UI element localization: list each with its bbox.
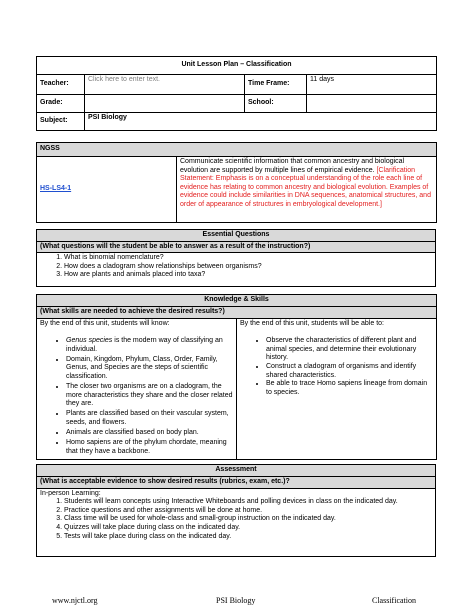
ngss-table	[36, 142, 437, 223]
ngss-clarification: [Clarification Statement: Emphasis is on a conceptual understanding of the role each line of evidence has relating to common ancestry and biological evolution. Examples of evidence could include similarities in DNA sequences, anatomical structures, and order of appearance of structures in embryological development.]	[180, 166, 431, 208]
ngss-statement: Communicate scientific information that common ancestry and biological evolution are supported by multiple lines of empirical evidence.	[180, 158, 405, 174]
essential-questions-table	[36, 229, 436, 287]
essential-questions-body	[37, 253, 436, 287]
know-intro: By the end of this unit, students will know:	[40, 319, 170, 327]
subject-label: Subject:	[37, 113, 85, 131]
list-item: 5. Tests will take place during class on the indicated day.	[64, 533, 432, 542]
able-list	[240, 337, 433, 397]
essential-questions-subheading: (What questions will the student be able to answer as a result of the instruction?)	[37, 241, 436, 253]
list-item: 4. Quizzes will take place during class on the indicated day.	[64, 524, 432, 533]
knowledge-skills-subheading: (What skills are needed to achieve the desired results?)	[37, 307, 437, 319]
genus-species-term: Genus species	[66, 337, 113, 345]
list-item: • Construct a cladogram of organisms and identify shared characteristics.	[266, 363, 433, 380]
list-item: • The closer two organisms are on a cladogram, the more characteristics they share and the closer related they are.	[66, 383, 233, 409]
ngss-heading: NGSS	[37, 143, 437, 157]
list-item: 2. Practice questions and other assignments will be done at home.	[64, 507, 432, 516]
list-item	[66, 337, 233, 354]
essential-questions-heading: Essential Questions	[37, 230, 436, 242]
students-able-to-cell	[237, 318, 437, 459]
school-field[interactable]	[307, 95, 437, 113]
teacher-field[interactable]: Click here to enter text.	[85, 75, 245, 95]
assessment-intro: In-person Learning:	[40, 489, 101, 497]
knowledge-skills-table	[36, 294, 437, 460]
list-item: • Animals are classified based on body plan.	[66, 429, 233, 438]
list-item: 3. Class time will be used for whole-class and small-group instruction on the indicated day.	[64, 515, 432, 524]
school-label: School:	[245, 95, 307, 113]
footer-unit: Classification	[372, 596, 416, 605]
assessment-list	[40, 498, 432, 541]
teacher-label: Teacher:	[37, 75, 85, 95]
list-item: 2. How does a cladogram show relationships between organisms?	[64, 263, 432, 272]
list-item: • Homo sapiens are of the phylum chordate, meaning that they have a backbone.	[66, 439, 233, 456]
list-item: 3. How are plants and animals placed into taxa?	[64, 271, 432, 280]
time-frame-label: Time Frame:	[245, 75, 307, 95]
students-will-know-cell	[37, 318, 237, 459]
list-item-text: is the modern way of classifying an individual.	[66, 337, 223, 353]
ngss-code-cell	[37, 157, 177, 223]
grade-label: Grade:	[37, 95, 85, 113]
list-item: • Be able to trace Homo sapiens lineage from domain to species.	[266, 380, 433, 397]
list-item: 1. Students will learn concepts using Interactive Whiteboards and polling devices in class on the indicated day.	[64, 498, 432, 507]
header-table	[36, 56, 437, 131]
list-item: 1. What is binomial nomenclature?	[64, 254, 432, 263]
list-item: • Observe the characteristics of different plant and animal species, and determine their evolutionary history.	[266, 337, 433, 363]
ngss-statement-cell	[177, 157, 437, 223]
grade-field[interactable]	[85, 95, 245, 113]
assessment-subheading: (What is acceptable evidence to show desired results (rubrics, exam, etc.)?	[37, 477, 436, 489]
able-intro: By the end of this unit, students will be able to:	[240, 319, 384, 327]
time-frame-field[interactable]: 11 days	[307, 75, 437, 95]
footer-website: www.njctl.org	[52, 596, 98, 605]
footer-course: PSI Biology	[216, 596, 256, 605]
list-item: • Plants are classified based on their vascular system, seeds, and flowers.	[66, 410, 233, 427]
subject-field[interactable]: PSI Biology	[85, 113, 437, 131]
assessment-table	[36, 464, 436, 557]
unit-title: Unit Lesson Plan – Classification	[37, 57, 437, 75]
knowledge-skills-heading: Knowledge & Skills	[37, 295, 437, 307]
assessment-body	[37, 488, 436, 556]
ngss-standard-link[interactable]: HS-LS4-1	[40, 185, 72, 193]
know-list	[40, 337, 233, 456]
list-item: • Domain, Kingdom, Phylum, Class, Order, Family, Genus, and Species are the steps of scientific classification.	[66, 356, 233, 382]
essential-questions-list	[40, 254, 432, 280]
assessment-heading: Assessment	[37, 465, 436, 477]
